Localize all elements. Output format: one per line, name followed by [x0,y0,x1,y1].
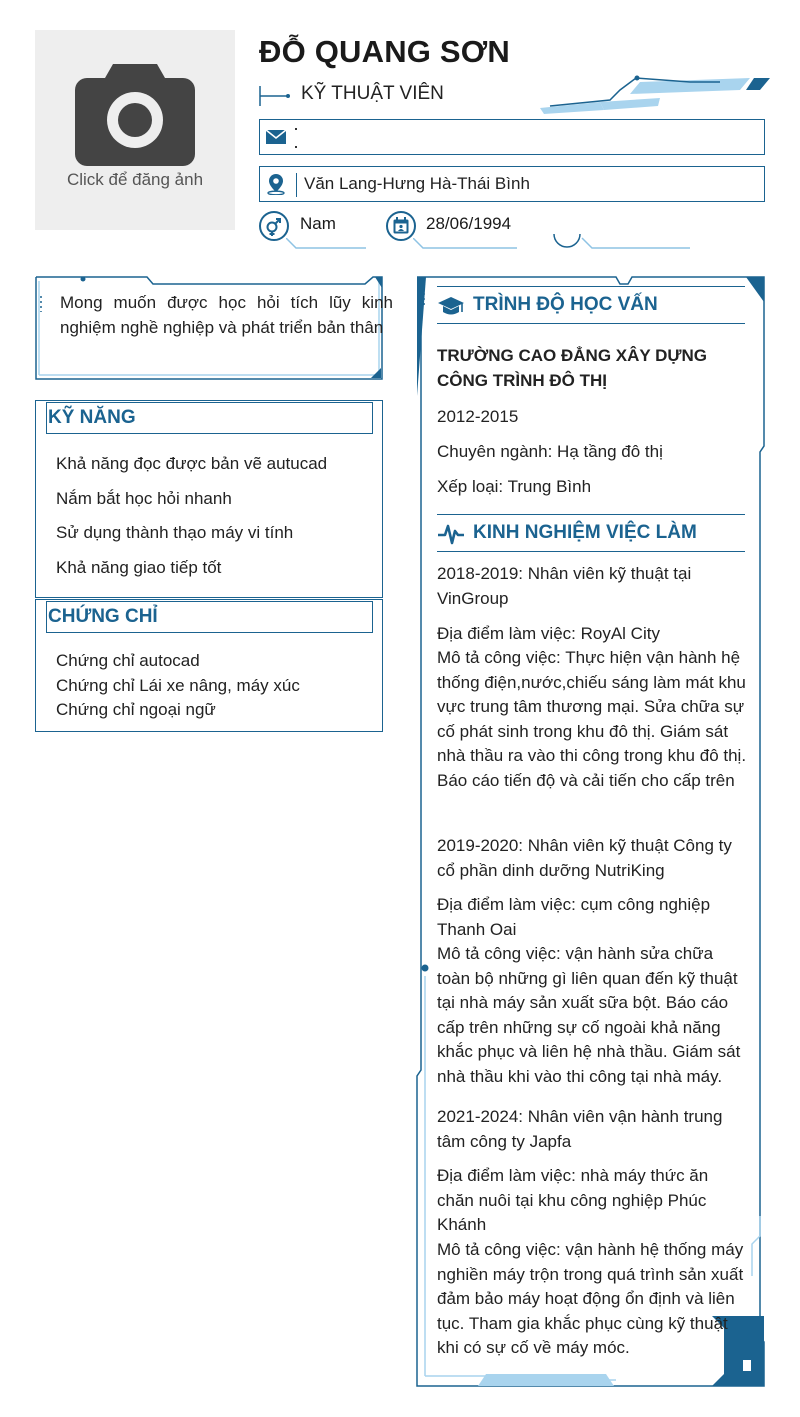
job-description: Mô tả công việc: vận hành sửa chữa toàn bộ những gì liên quan đến kỹ thuật tại nhà máy sản xuất sữa bột. Báo cáo cấp trên những sự cố ngoài khả năng khắc phục và liên hệ nhà thầu. Giám sát nhà thầu khi vào thi công tại nhà máy. [437,944,741,1086]
list-item: Chứng chỉ autocad [56,651,200,670]
certificates-list [56,649,300,723]
job-description: Mô tả công việc: vận hành hệ thống máy nghiền máy trộn trong quá trình sản xuất đảm bảo máy hoạt động ổn định và liên tục. Tham gia khắc phục cùng kỹ thuật khi có sự cố về máy móc. [437,1240,744,1357]
underline-decoration [286,238,366,250]
email-field[interactable] [259,119,765,155]
experience-header [437,514,745,552]
graduation-cap-icon [437,294,465,318]
education-header [437,286,745,324]
underline-decoration [552,226,692,252]
list-item: Khả năng giao tiếp tốt [56,557,222,577]
list-item: Sử dụng thành thạo máy vi tính [56,523,294,542]
heartbeat-icon [437,522,465,546]
job-heading: 2018-2019: Nhân viên kỹ thuật tại VinGroup [437,564,692,608]
envelope-icon [264,126,288,148]
candidate-name: ĐỖ QUANG SƠN [259,34,511,69]
education-school: TRƯỜNG CAO ĐẲNG XÂY DỰNG CÔNG TRÌNH ĐÔ THỊ [437,346,708,390]
education-years: 2012-2015 [437,407,519,426]
skills-title: KỸ NĂNG [46,402,373,434]
skills-list [56,454,327,592]
photo-placeholder[interactable] [35,30,235,230]
job-title: KỸ THUẬT VIÊN [301,83,444,104]
job-location: Địa điểm làm việc: cụm công nghiệp Thanh Oai [437,895,711,939]
job-description: Mô tả công việc: Thực hiện vận hành hệ thống điện,nước,chiếu sáng làm mát khu vực trung tâm thương mại. Sửa chữa sự cố phát sinh trong khu đô thị. Giám sát nhà thầu ra vào thi công trong khu đô thị. Báo cáo tiến độ và cải tiến cho cấp trên [437,648,747,790]
header-decoration [540,72,770,114]
dob-value: 28/06/1994 [426,214,512,233]
job-location: Địa điểm làm việc: nhà máy thức ăn chăn nuôi tại khu công nghiệp Phúc Khánh [437,1166,709,1234]
title-decoration [259,86,291,106]
skills-section [35,400,383,598]
list-item: Chứng chỉ Lái xe nâng, máy xúc [56,675,300,695]
location-pin-icon [264,173,288,195]
education-major: Chuyên ngành: Hạ tầng đô thị [437,442,663,461]
address-field[interactable] [259,166,765,202]
objective-text: Mong muốn được học hỏi tích lũy kinh nghiệm nghề nghiệp và phát triển bản thân [60,293,393,337]
gender-value: Nam [300,214,336,233]
education-title: TRÌNH ĐỘ HỌC VẤN [473,294,658,315]
list-item: Khả năng đọc được bản vẽ autucad [56,454,328,473]
list-item: Chứng chỉ ngoại ngữ [56,700,216,719]
experience-title: KINH NGHIỆM VIỆC LÀM [473,522,697,543]
address-value: Văn Lang-Hưng Hà-Thái Bình [304,174,530,193]
job-heading: 2019-2020: Nhân viên kỹ thuật Công ty cổ phần dinh dưỡng NutriKing [437,836,732,880]
camera-icon [75,60,195,166]
job-location: Địa điểm làm việc: RoyAl City [437,624,660,643]
underline-decoration [413,238,517,250]
certificates-title: CHỨNG CHỈ [46,601,373,633]
list-item: Nắm bắt học hỏi nhanh [56,488,232,508]
certificates-section [35,599,383,732]
photo-caption: Click để đăng ảnh [66,170,204,189]
job-heading: 2021-2024: Nhân viên vận hành trung tâm công ty Japfa [437,1107,723,1151]
education-grade: Xếp loại: Trung Bình [437,477,592,496]
objective-box [35,276,393,380]
